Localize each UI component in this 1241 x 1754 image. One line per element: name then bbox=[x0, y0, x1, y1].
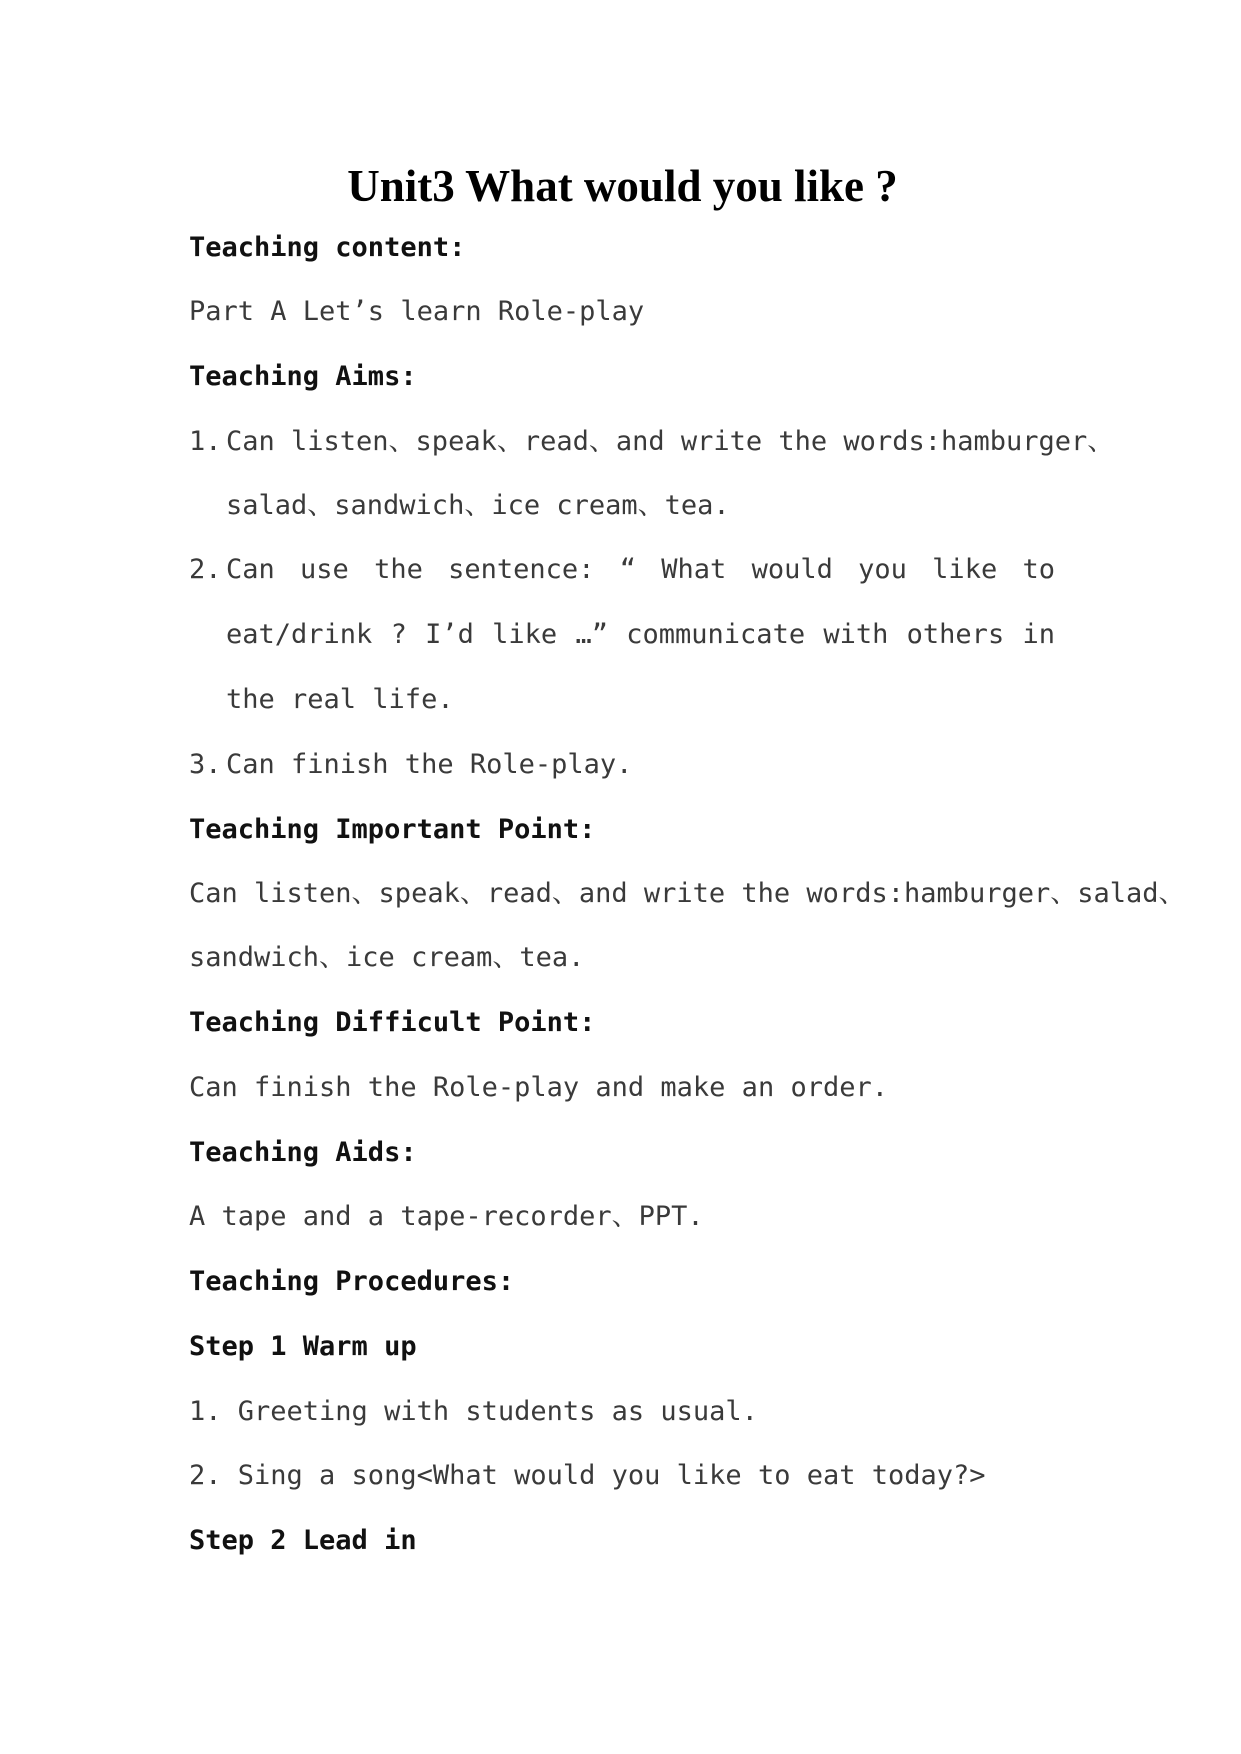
teaching-content-heading: Teaching content: bbox=[189, 232, 466, 263]
aim-item-1 bbox=[189, 422, 1115, 462]
document-title: Unit3 What would you like ? bbox=[347, 161, 898, 211]
difficult-point-heading: Teaching Difficult Point: bbox=[189, 1007, 596, 1038]
step-2-heading: Step 2 Lead in bbox=[189, 1525, 417, 1556]
aim-item-text: Can use the sentence: “ What would you like to bbox=[226, 554, 1055, 585]
teaching-procedures-heading: Teaching Procedures: bbox=[189, 1266, 515, 1297]
important-point-text-continuation: sandwich、ice cream、tea. bbox=[189, 942, 585, 973]
teaching-aids-text: A tape and a tape-recorder、PPT. bbox=[189, 1201, 704, 1232]
teaching-aims-heading: Teaching Aims: bbox=[189, 361, 417, 392]
aim-item-2-continuation-2: the real life. bbox=[226, 684, 454, 715]
aim-item-text: Can listen、speak、read、and write the words:hamburger、 bbox=[226, 426, 1115, 457]
important-point-heading: Teaching Important Point: bbox=[189, 814, 596, 845]
teaching-content-text: Part A Let’s learn Role-play bbox=[189, 296, 645, 327]
difficult-point-text: Can finish the Role-play and make an order. bbox=[189, 1072, 888, 1103]
aim-item-1-continuation: salad、sandwich、ice cream、tea. bbox=[226, 490, 730, 521]
step-1-item-2: 2. Sing a song<What would you like to eat today?> bbox=[189, 1460, 986, 1491]
aim-item-2 bbox=[189, 550, 1069, 590]
aim-item-number: 2. bbox=[189, 554, 222, 585]
step-1-item-1: 1. Greeting with students as usual. bbox=[189, 1396, 758, 1427]
important-point-text: Can listen、speak、read、and write the words:hamburger、salad、 bbox=[189, 878, 1186, 909]
aim-item-2-continuation: eat/drink ? I’d like …” communicate with others in bbox=[226, 619, 1055, 650]
aim-item-3 bbox=[189, 745, 1069, 785]
teaching-aids-heading: Teaching Aids: bbox=[189, 1137, 417, 1168]
aim-item-text: Can finish the Role-play. bbox=[226, 749, 633, 780]
step-1-heading: Step 1 Warm up bbox=[189, 1331, 417, 1362]
aim-item-number: 1. bbox=[189, 426, 222, 457]
aim-item-number: 3. bbox=[189, 749, 222, 780]
